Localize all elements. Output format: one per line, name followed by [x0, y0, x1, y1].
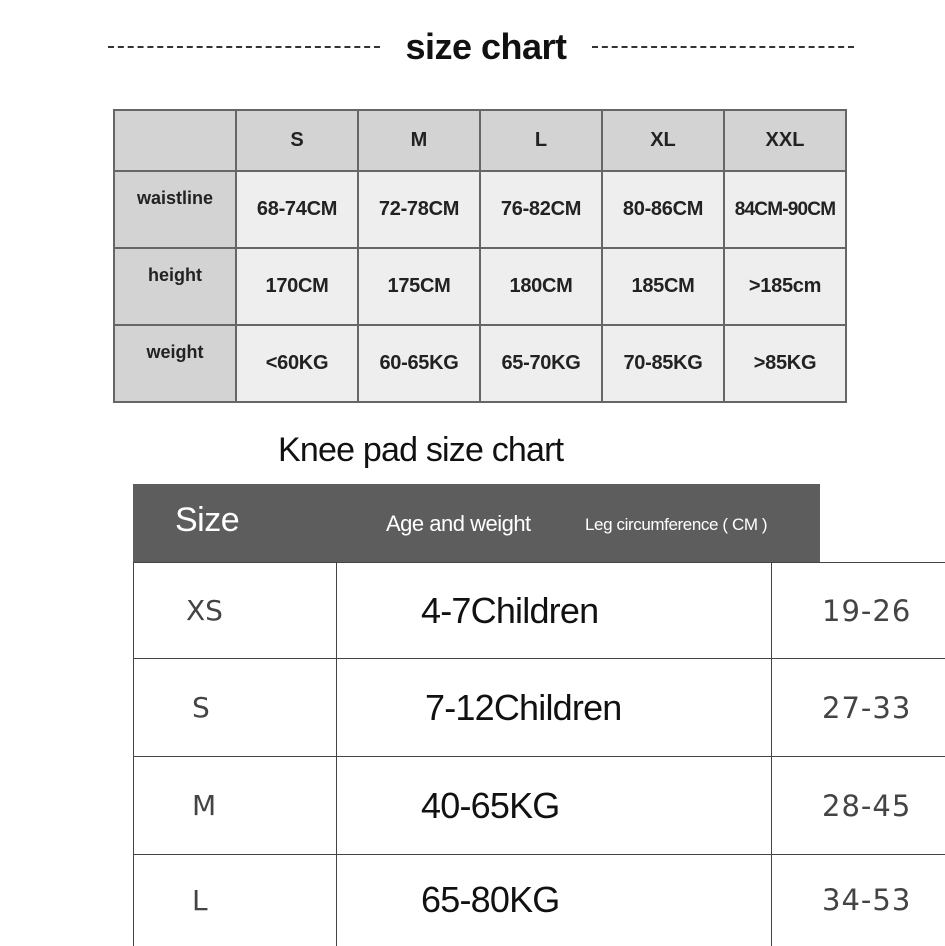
size-header-cell: S [236, 110, 358, 171]
size-cell: L [134, 855, 337, 946]
table-cell: 72-78CM [358, 171, 480, 248]
table-row [134, 659, 945, 757]
age-weight-cell: 7-12Children [337, 659, 772, 757]
knee-pad-chart-title: Knee pad size chart [278, 428, 563, 472]
table-cell: 175CM [358, 248, 480, 325]
leg-cell: 19-26 [772, 563, 945, 659]
leg-circumference-column-header: Leg circumference ( CM ) [585, 514, 767, 536]
table-cell: 80-86CM [602, 171, 724, 248]
knee-pad-header-bar [133, 484, 820, 562]
size-column-header: Size [175, 500, 239, 540]
leg-cell: 28-45 [772, 757, 945, 855]
size-header-cell: M [358, 110, 480, 171]
size-chart-table [113, 109, 847, 403]
leg-cell: 34-53 [772, 855, 945, 946]
table-row [134, 757, 945, 855]
table-cell: >85KG [724, 325, 846, 402]
size-header-cell: XL [602, 110, 724, 171]
waistline-row [114, 171, 846, 248]
row-label: weight [114, 325, 236, 402]
size-header-row [114, 110, 846, 171]
weight-row [114, 325, 846, 402]
title-divider-left [108, 46, 380, 48]
table-row [134, 855, 945, 946]
knee-pad-table [133, 562, 945, 946]
size-header-cell: XXL [724, 110, 846, 171]
table-cell: 76-82CM [480, 171, 602, 248]
size-cell: XS [134, 563, 337, 659]
table-row [134, 563, 945, 659]
size-cell: M [134, 757, 337, 855]
leg-cell: 27-33 [772, 659, 945, 757]
table-cell: 68-74CM [236, 171, 358, 248]
table-cell: 185CM [602, 248, 724, 325]
row-label: waistline [114, 171, 236, 248]
age-weight-column-header: Age and weight [386, 510, 531, 538]
title-divider-right [592, 46, 854, 48]
table-cell: 170CM [236, 248, 358, 325]
size-header-cell: L [480, 110, 602, 171]
corner-cell [114, 110, 236, 171]
table-cell: 65-70KG [480, 325, 602, 402]
table-cell: 84CM-90CM [724, 171, 846, 248]
table-cell: 180CM [480, 248, 602, 325]
age-weight-cell: 65-80KG [337, 855, 772, 946]
size-cell: S [134, 659, 337, 757]
table-cell: >185cm [724, 248, 846, 325]
size-chart-title: size chart [380, 24, 592, 70]
table-cell: 70-85KG [602, 325, 724, 402]
age-weight-cell: 4-7Children [337, 563, 772, 659]
table-cell: 60-65KG [358, 325, 480, 402]
row-label: height [114, 248, 236, 325]
age-weight-cell: 40-65KG [337, 757, 772, 855]
height-row [114, 248, 846, 325]
table-cell: <60KG [236, 325, 358, 402]
